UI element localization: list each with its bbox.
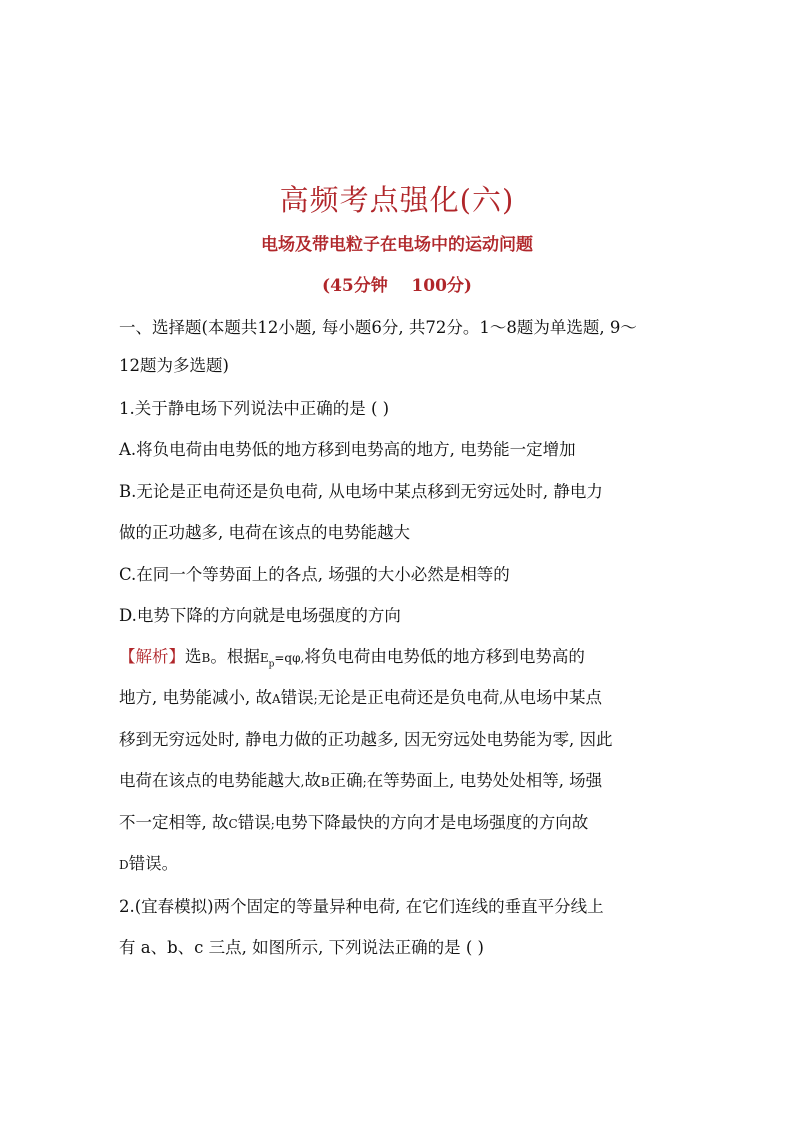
analysis-punct: ; xyxy=(362,775,367,789)
question-1-stem: 1.关于静电场下列说法中正确的是 ( ) xyxy=(119,399,390,418)
analysis-punct: , xyxy=(499,692,504,706)
analysis-line-3: 移到无穷远处时, 静电力做的正功越多, 因无穷远处电势能为零, 因此 xyxy=(119,730,613,749)
analysis-text: 将负电荷由电势低的地方移到电势高的 xyxy=(304,647,585,666)
analysis-text: 正确 xyxy=(329,771,363,790)
section-heading-line-1: 一、选择题(本题共12小题, 每小题6分, 共72分。1～8题为单选题, 9～ xyxy=(119,318,637,337)
page-subtitle: 电场及带电粒子在电场中的运动问题 xyxy=(261,235,533,255)
question-1-option-d: D.电势下降的方向就是电场强度的方向 xyxy=(119,606,401,625)
analysis-text: 在等势面上, 电势处处相等, 场强 xyxy=(366,771,603,790)
analysis-text: 。根据 xyxy=(210,647,260,666)
exam-timing: (45分钟 100分) xyxy=(322,276,472,296)
question-2-stem-line-2: 有 a、b、c 三点, 如图所示, 下列说法正确的是 ( ) xyxy=(119,938,484,957)
analysis-line-5 xyxy=(119,813,588,834)
analysis-text: 故 xyxy=(304,771,321,790)
analysis-punct: ; xyxy=(313,692,318,706)
analysis-text: 电势下降最快的方向才是电场强度的方向故 xyxy=(274,813,589,832)
analysis-text: 不一定相等, 故 xyxy=(119,813,229,832)
analysis-line-6 xyxy=(119,854,178,875)
question-1-option-a: A.将负电荷由电势低的地方移到电势高的地方, 电势能一定增加 xyxy=(119,440,576,459)
question-1-option-b-line-1: B.无论是正电荷还是负电荷, 从电场中某点移到无穷远处时, 静电力 xyxy=(119,482,603,501)
analysis-punct: , xyxy=(300,775,305,789)
analysis-line-4 xyxy=(119,771,602,792)
analysis-option-letter: D xyxy=(119,858,129,872)
formula-expression: =qφ, xyxy=(274,651,305,665)
analysis-text: 错误 xyxy=(237,813,271,832)
analysis-text: 选 xyxy=(185,647,202,666)
analysis-option-letter: A xyxy=(271,692,281,706)
section-heading-line-2: 12题为多选题) xyxy=(119,356,229,375)
analysis-text: 从电场中某点 xyxy=(503,688,603,707)
analysis-text: 地方, 电势能减小, 故 xyxy=(119,688,272,707)
question-1-option-c: C.在同一个等势面上的各点, 场强的大小必然是相等的 xyxy=(119,565,510,584)
question-2-stem-line-1: 2.(宜春模拟)两个固定的等量异种电荷, 在它们连线的垂直平分线上 xyxy=(119,897,604,916)
formula-subscript: p xyxy=(268,659,275,670)
page-title: 高频考点强化(六) xyxy=(279,183,515,217)
analysis-punct: ; xyxy=(270,817,275,831)
analysis-text: 电荷在该点的电势能越大 xyxy=(119,771,301,790)
formula-symbol: E xyxy=(259,651,269,665)
question-1-option-b-line-2: 做的正功越多, 电荷在该点的电势能越大 xyxy=(119,523,410,542)
analysis-tag: 【解析】 xyxy=(119,647,185,666)
analysis-option-letter: C xyxy=(228,817,238,831)
analysis-text: 错误。 xyxy=(128,854,179,873)
analysis-line-2 xyxy=(119,688,602,709)
analysis-text: 错误 xyxy=(280,688,314,707)
analysis-answer-letter: B xyxy=(201,651,211,665)
analysis-line-1 xyxy=(119,647,585,674)
analysis-option-letter: B xyxy=(320,775,330,789)
analysis-text: 无论是正电荷还是负电荷 xyxy=(317,688,500,707)
